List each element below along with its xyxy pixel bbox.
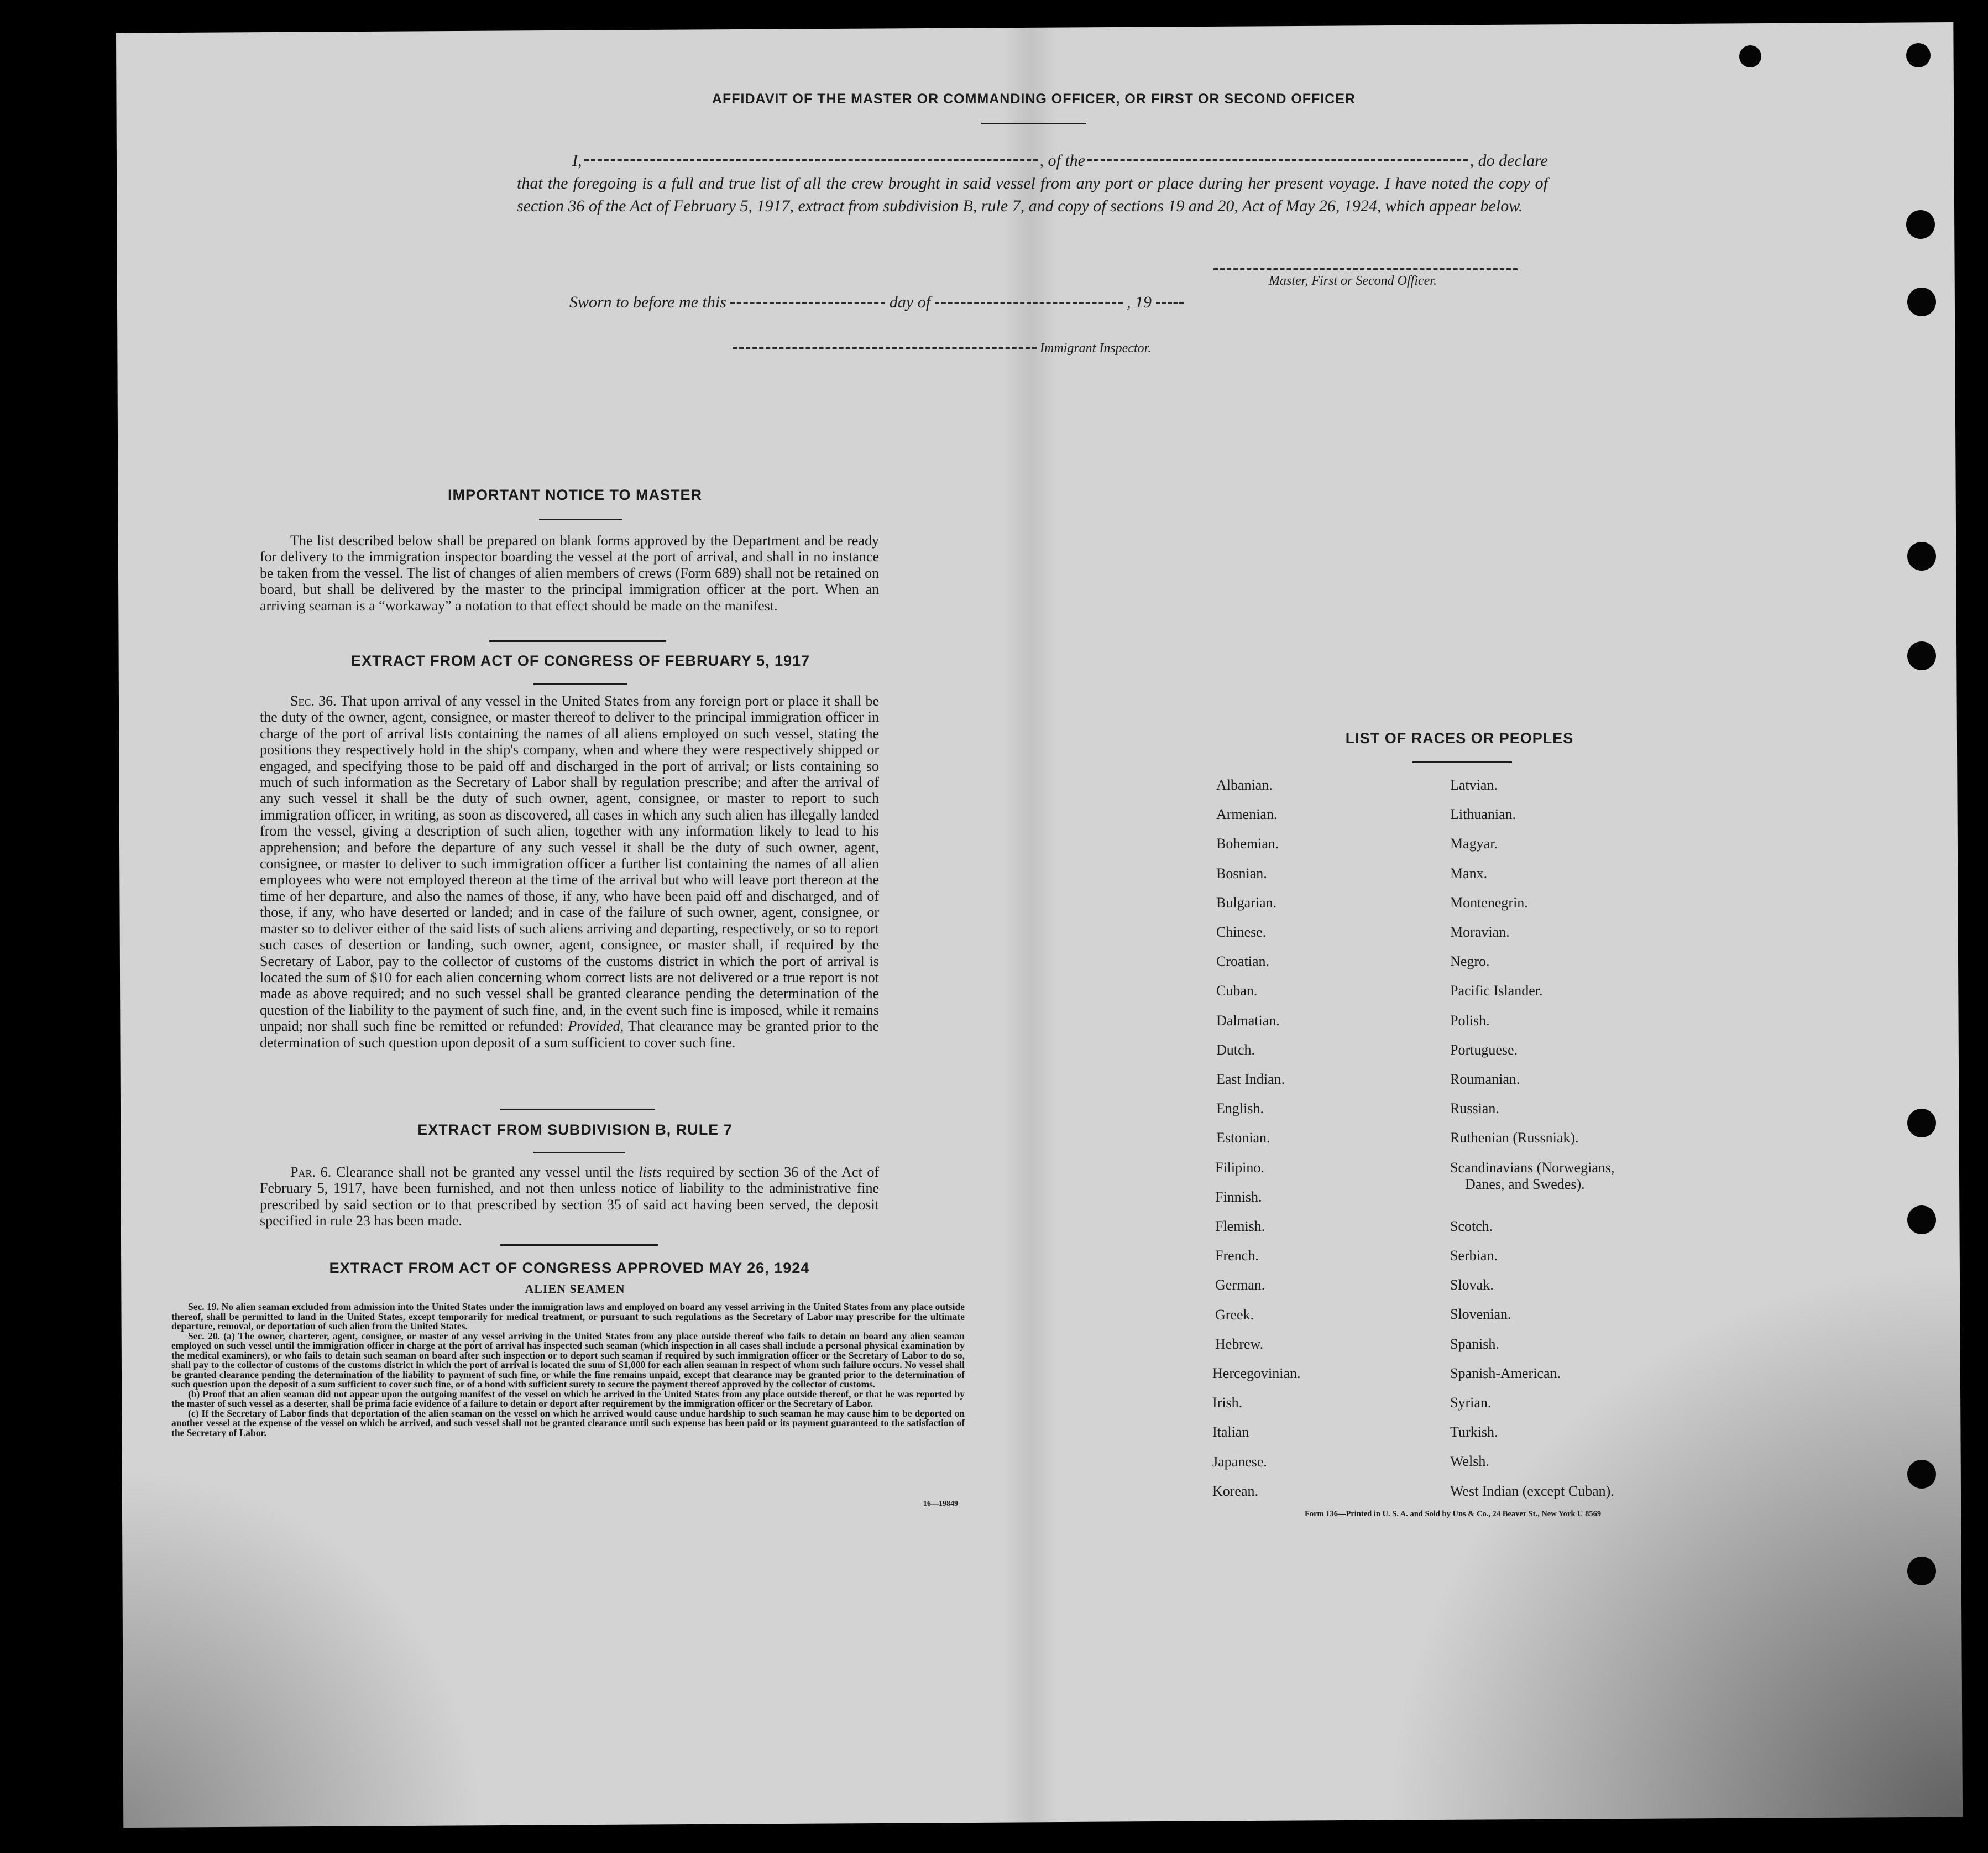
race-item: Dutch. <box>1216 1041 1255 1058</box>
notice-text: The list described below shall be prepared on blank forms approved by the Department and be ready for delivery to the immigration inspector boarding the vessel at the port of arrival, and shall in no instance be taken from the vessel. The list of changes of alien members of crews (Form 689) shall not be retained on board, but shall be delivered by the master to the principal immigration officer at the port. When an arriving seaman is a “workaway” a notation to that effect should be made on the manifest. <box>260 533 879 614</box>
race-item: English. <box>1216 1100 1264 1117</box>
race-item: Armenian. <box>1216 806 1278 823</box>
race-item: Chinese. <box>1216 924 1267 940</box>
affidavit-first-line <box>517 149 1548 172</box>
race-item: East Indian. <box>1216 1071 1285 1087</box>
proviso-text: That clearance may be granted prior to the determination of such question upon deposit of a sum sufficient to cover such fine. <box>260 1018 879 1051</box>
race-item: Estonian. <box>1216 1130 1270 1146</box>
race-item: Manx. <box>1450 865 1488 881</box>
race-item: Greek. <box>1215 1306 1254 1323</box>
inspector-signature-line <box>733 347 1037 349</box>
race-item: Latvian. <box>1450 777 1498 793</box>
sworn-day-of: day of <box>889 293 931 311</box>
extract-1924-text <box>171 1302 965 1438</box>
extract-1917-title: EXTRACT FROM ACT OF CONGRESS OF FEBRUARY 5, 1917 <box>350 653 810 669</box>
race-item: Italian <box>1212 1424 1249 1440</box>
race-item: Lithuanian. <box>1450 806 1516 823</box>
sec-20c-paragraph: (c) If the Secretary of Labor finds that deportation of the alien seaman on the vessel on which he arrived would cause undue hardship to such seaman he may cause him to be deported on another vessel at the expense of the vessel on which he arrived, and such vessel shall not be granted clearance until such expense has been paid or its payment guaranteed to the satisfaction of the Secretary of Labor. <box>171 1407 965 1438</box>
master-signature-label: Master, First or Second Officer. <box>1269 274 1437 288</box>
affidavit-body: that the foregoing is a full and true list of all the crew brought in said vessel from any port or place during her present voyage. I have noted the copy of section 36 of the Act of February 5, 1917, extract from subdivision B, rule 7, and copy of sections 19 and 20, Act of May 26, 1924, which appear below. <box>517 174 1548 215</box>
master-signature-line <box>1213 268 1518 270</box>
punch-hole <box>1907 288 1936 316</box>
race-item: Slovak. <box>1450 1277 1494 1293</box>
par-6-text-b: required by section 36 of the Act of February 5, 1917, have been furnished, and not then unless notice of liability to the administrative fine prescribed by said section or to that prescribed by section 35 of said act having been served, the deposit specified in rule 23 has been made. <box>260 1164 880 1229</box>
subdivision-title-rule <box>533 1152 625 1153</box>
race-item: Bosnian. <box>1216 865 1267 881</box>
sworn-month-blank <box>935 302 1123 304</box>
punch-hole <box>1739 45 1761 67</box>
race-item: Scotch. <box>1450 1218 1493 1234</box>
race-item: Portuguese. <box>1450 1041 1518 1058</box>
sec-19-paragraph: Sec. 19. No alien seaman excluded from admission into the United States under the immigration laws and employed on board any vessel arriving in the United States from any place outside thereof, shall be permitted to land in the United States, except temporarily for medical treatment, or pursuant to such regulations as the Secretary of Labor may prescribe for the ultimate departure, removal, or deportation of such alien from the United States. <box>171 1301 965 1332</box>
vessel-blank <box>1087 159 1468 161</box>
notice-end-rule <box>489 640 666 642</box>
race-item: Danes, and Swedes). <box>1465 1176 1585 1192</box>
alien-seamen-subtitle: ALIEN SEAMEN <box>525 1282 625 1296</box>
sworn-year: , 19 <box>1127 293 1152 311</box>
race-item: Polish. <box>1450 1012 1490 1029</box>
punch-hole <box>1907 1460 1936 1489</box>
race-item: Moravian. <box>1450 924 1510 940</box>
race-item: Hebrew. <box>1215 1335 1264 1352</box>
affidavit-of-the: , of the <box>1039 152 1085 170</box>
race-item: Spanish-American. <box>1450 1365 1561 1381</box>
race-item: Ruthenian (Russniak). <box>1450 1130 1579 1146</box>
races-title-rule <box>1412 761 1512 763</box>
race-item: Flemish. <box>1215 1218 1265 1234</box>
affidavit-title-rule <box>981 123 1086 124</box>
punch-hole <box>1907 1109 1936 1137</box>
race-item: Serbian. <box>1450 1247 1498 1264</box>
name-blank <box>584 159 1038 161</box>
race-item: Roumanian. <box>1450 1071 1520 1087</box>
race-item: Irish. <box>1212 1395 1243 1411</box>
sworn-statement <box>569 293 1233 312</box>
lists-word: lists <box>639 1164 662 1180</box>
subdivision-title: EXTRACT FROM SUBDIVISION B, RULE 7 <box>417 1121 733 1138</box>
subdivision-text <box>260 1164 879 1229</box>
punch-hole <box>1907 542 1936 571</box>
race-item: Negro. <box>1450 953 1490 970</box>
race-item: Bulgarian. <box>1216 894 1277 911</box>
race-item: Russian. <box>1450 1100 1499 1117</box>
sworn-date-blank <box>730 302 885 304</box>
sec-36-label: Sec. 36. <box>290 693 337 709</box>
extract-1924-title: EXTRACT FROM ACT OF CONGRESS APPROVED MAY 26, 1924 <box>329 1260 810 1276</box>
race-item: French. <box>1215 1247 1259 1264</box>
race-item: Syrian. <box>1450 1395 1492 1411</box>
notice-title: IMPORTANT NOTICE TO MASTER <box>448 487 702 503</box>
race-item: Japanese. <box>1212 1453 1267 1470</box>
race-item: Cuban. <box>1216 983 1258 999</box>
race-item: German. <box>1215 1277 1265 1293</box>
race-item: Bohemian. <box>1216 836 1279 852</box>
races-title: LIST OF RACES OR PEOPLES <box>1345 730 1574 747</box>
print-code: 16—19849 <box>923 1500 958 1508</box>
race-item: Turkish. <box>1450 1424 1498 1440</box>
extract-1917-title-rule <box>533 683 627 685</box>
form-footer: Form 136—Printed in U. S. A. and Sold by Uns & Co., 24 Beaver St., New York U 8569 <box>1305 1510 1602 1518</box>
proviso-label: Provided, <box>568 1018 624 1035</box>
sec-20b-paragraph: (b) Proof that an alien seaman did not appear upon the outgoing manifest of the vessel on which he arrived in the United States from any place outside thereof, or that he was reported by the master of such vessel as a deserter, shall be prima facie evidence of a failure to detain or deport after requirement by the immigration officer or the Secretary of Labor. <box>171 1388 965 1409</box>
inspector-signature <box>733 341 1576 356</box>
race-item: Finnish. <box>1215 1188 1262 1205</box>
sworn-year-blank <box>1156 302 1184 304</box>
punch-hole <box>1907 1557 1936 1585</box>
race-item: Welsh. <box>1450 1453 1489 1470</box>
race-item: Dalmatian. <box>1216 1012 1280 1029</box>
subdivision-end-rule <box>500 1244 658 1246</box>
sec-20a-paragraph: Sec. 20. (a) The owner, charterer, agent, consignee, or master of any vessel arriving in the United States from any place outside thereof who fails to detain on board any alien seaman employed on such vessel until the immigration officer in charge at the port of arrival has inspected such seaman (which inspection in all cases shall include a personal physical examination by the medical examiners), or who fails to detain such seaman on board after such inspection or to deport such seaman if required by such immigration officer or the Secretary of Labor to do so, shall pay to the collector of customs of the customs district in which the port of arrival is located the sum of $1,000 for each alien seaman in respect of whom such failure occurs. No vessel shall be granted clearance pending the determination of the liability to payment of such fine, or while the fine remains unpaid, except that clearance may be granted prior to the determination of such question upon the deposit of a sum sufficient to cover such fine, or of a bond with sufficient surety to secure the payment thereof approved by the collector of customs. <box>171 1330 965 1390</box>
par-6-text-a: Clearance shall not be granted any vessel until the <box>336 1164 634 1180</box>
affidavit-i: I, <box>572 152 582 170</box>
inspector-label: Immigrant Inspector. <box>1040 341 1152 356</box>
punch-hole <box>1907 641 1936 670</box>
punch-hole <box>1906 210 1935 239</box>
race-item: Slovenian. <box>1450 1306 1511 1323</box>
race-item: Magyar. <box>1450 836 1498 852</box>
affidavit-declaration <box>517 149 1548 217</box>
race-item: Albanian. <box>1216 777 1273 793</box>
extract-1917-text <box>260 693 879 1051</box>
race-item: Pacific Islander. <box>1450 983 1543 999</box>
race-item: West Indian (except Cuban). <box>1450 1483 1614 1499</box>
race-item: Spanish. <box>1450 1335 1499 1352</box>
race-item: Croatian. <box>1216 953 1270 970</box>
par-6-label: Par. 6. <box>290 1164 332 1180</box>
race-item: Korean. <box>1212 1483 1259 1499</box>
race-item: Filipino. <box>1215 1159 1264 1176</box>
race-item: Montenegrin. <box>1450 894 1528 911</box>
sec-36-body: That upon arrival of any vessel in the United States from any foreign port or place it shall be the duty of the owner, agent, consignee, or master thereof to deliver to the principal immigration officer in charge of the port of arrival lists containing the names of all aliens employed on such vessel, stating the positions they respectively hold in the ship's company, when and where they were respectively shipped or engaged, and specifying those to be paid off and discharged in the port of arrival; or lists containing so much of such information as the Secretary of Labor shall by regulation prescribe; and after the arrival of any such vessel it shall be the duty of such owner, agent, consignee, or master to report to such immigration officer, in writing, as soon as discovered, all cases in which any such alien has illegally landed from the vessel, giving a description of such alien, together with any information likely to lead to his apprehension; and before the departure of any such vessel it shall be the duty of such owner, agent, consignee, or master to deliver to such immigration officer a further list containing the names of all alien employees who were not employed thereon at the time of the arrival but who will leave port thereon at the time of her departure, and also the names of those, if any, who have been paid off and discharged, and of those, if any, who have deserted or landed; and in case of the failure of such owner, agent, consignee, or master so to deliver either of the said lists of such aliens arriving and departing, respectively, or so to report such cases of desertion or landing, such owner, agent, consignee, or master shall, if required by the Secretary of Labor, pay to the collector of customs of the customs district in which the port of arrival is located the sum of $10 for each alien concerning whom correct lists are not delivered or a true report is not made as above required; and no such vessel shall be granted clearance pending the determination of the question of the liability to the payment of such fine, and, in the event such fine is imposed, while it remains unpaid; nor shall such fine be remitted or refunded: <box>260 693 879 1035</box>
punch-hole <box>1907 1205 1936 1234</box>
affidavit-title: AFFIDAVIT OF THE MASTER OR COMMANDING OFFICER, OR FIRST OR SECOND OFFICER <box>712 91 1356 107</box>
extract-1917-end-rule <box>500 1109 655 1110</box>
punch-hole <box>1906 43 1931 67</box>
race-item: Scandinavians (Norwegians, <box>1450 1159 1615 1176</box>
affidavit-do-declare: , do declare <box>1469 152 1548 170</box>
notice-title-rule <box>539 519 622 520</box>
race-item: Hercegovinian. <box>1212 1365 1301 1381</box>
sworn-prefix: Sworn to before me this <box>569 293 726 311</box>
